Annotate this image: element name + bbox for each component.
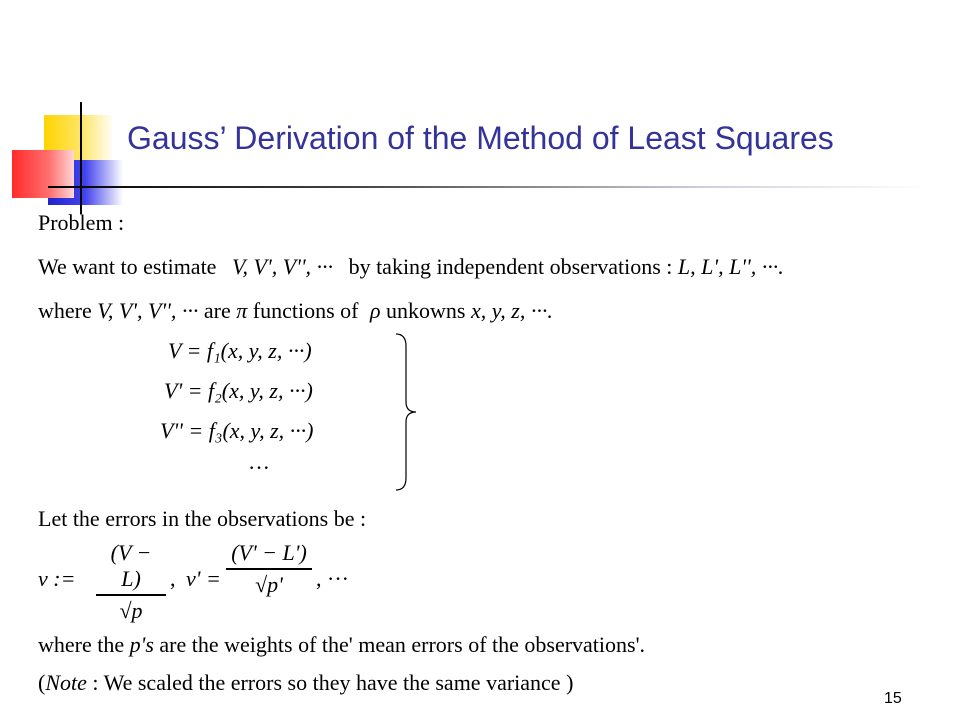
weights-rest-text: are the weights of the' mean errors of the observations'. [159,632,646,657]
vprime-numerator: (V' − L') [231,540,307,565]
pi-symbol: π [236,298,248,323]
errors-intro: Let the errors in the observations be : [38,506,367,531]
problem-label: Problem : [38,210,125,235]
weights-p-symbol: p's [129,632,154,657]
fraction-comma: , [170,566,176,591]
unknown-vars: x, y, z, ···. [470,298,553,323]
note-line [38,670,573,696]
equation-2: V' = f₂(x, y, z, ···) [164,378,313,403]
equation-ellipsis: ··· [248,455,270,480]
vprime-tail: , ··· [316,566,349,591]
v-numerator: (V − L) [110,540,152,591]
equation-1: V = f₁(x, y, z, ···) [168,338,312,363]
right-brace [392,332,432,492]
vprime-denominator: √p' [255,571,283,597]
page-number: 15 [884,690,902,707]
observation-text: by taking independent observations : [348,254,673,279]
functions-of-text: functions of [252,298,359,323]
unknowns-text: unkowns [386,298,466,323]
v-denominator: √p [119,597,143,623]
weights-line [38,632,645,658]
observation-vars: L, L', L'', ···. [677,254,784,279]
estimate-text: We want to estimate [38,254,217,279]
vprime-fraction [226,540,312,598]
vprime-fraction-bar [226,568,312,570]
are-text: are [203,298,231,323]
where-text: where [38,298,92,323]
title-underline [48,186,928,188]
estimate-line [38,254,784,280]
functions-vars: V, V', V'', ··· [97,298,199,323]
v-definition-lhs: v := [38,566,76,591]
vprime-definition-lhs: v' = [186,566,221,591]
v-fraction [96,540,166,624]
v-fraction-bar [96,594,166,596]
rho-symbol: ρ [369,298,381,323]
slide-title: Gauss’ Derivation of the Method of Least Squares [127,120,834,156]
note-label: Note [45,670,87,695]
logo-red-square [12,150,74,198]
equation-3: V'' = f₃(x, y, z, ···) [160,418,314,443]
weights-where-text: where the [38,632,125,657]
estimate-vars: V, V', V'', ··· [231,254,334,279]
functions-line [38,298,553,324]
logo-vertical-line [80,102,82,214]
note-text: : We scaled the errors so they have the same variance ) [92,670,574,695]
note-open-paren: ( [38,670,46,695]
